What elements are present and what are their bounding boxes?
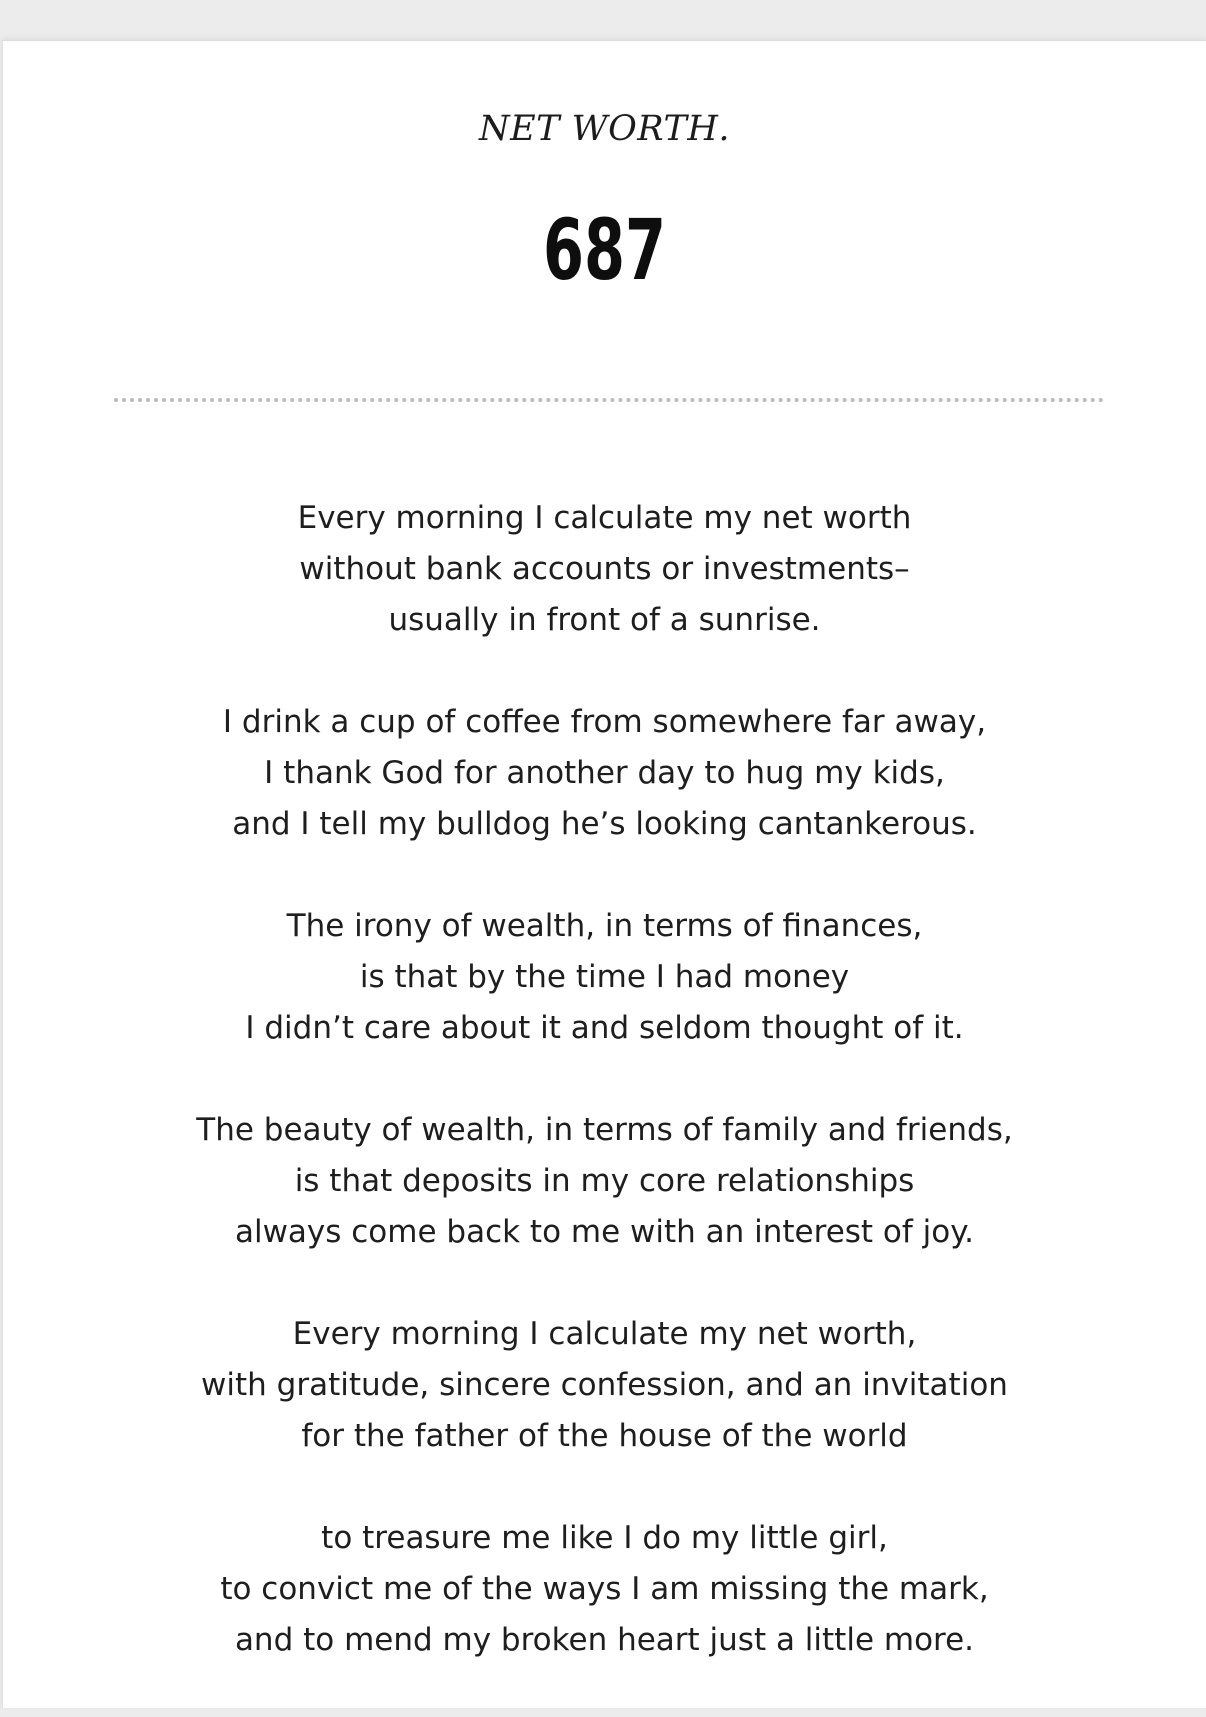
poem-line: for the father of the house of the world	[301, 1418, 908, 1454]
poem-line: is that deposits in my core relationships	[294, 1163, 915, 1199]
stanza	[3, 493, 1206, 646]
poem-line: Every morning I calculate my net worth,	[292, 1316, 917, 1352]
poem-line: and I tell my bulldog he’s looking cantankerous.	[232, 806, 977, 842]
page-number: 687	[542, 201, 667, 299]
poem-line: I drink a cup of coffee from somewhere far away,	[222, 704, 987, 740]
poem-line: I thank God for another day to hug my kids,	[264, 755, 945, 791]
poem-line: The irony of wealth, in terms of finances,	[286, 908, 923, 944]
poem-body	[3, 493, 1206, 1717]
poem-line: without bank accounts or investments–	[299, 551, 910, 587]
poem-line: I didn’t care about it and seldom thought of it.	[245, 1010, 964, 1046]
stanza	[3, 901, 1206, 1054]
poem-line: and to mend my broken heart just a little more.	[234, 1622, 975, 1658]
poem-line: to convict me of the ways I am missing the mark,	[220, 1571, 989, 1607]
stanza	[3, 1309, 1206, 1462]
poem-line: with gratitude, sincere confession, and an invitation	[201, 1367, 1008, 1403]
poem-page	[2, 40, 1206, 1708]
stanza	[3, 1513, 1206, 1666]
poem-line: usually in front of a sunrise.	[388, 602, 821, 638]
stanza	[3, 1105, 1206, 1258]
poem-line: Every morning I calculate my net worth	[297, 500, 912, 536]
poem-line: always come back to me with an interest of joy.	[234, 1214, 975, 1250]
poem-line: The beauty of wealth, in terms of family and friends,	[196, 1112, 1013, 1148]
stanza	[3, 697, 1206, 850]
dotted-divider	[114, 398, 1104, 402]
poem-title: NET WORTH.	[478, 109, 731, 149]
poem-line: is that by the time I had money	[359, 959, 850, 995]
poem-line: to treasure me like I do my little girl,	[321, 1520, 888, 1556]
